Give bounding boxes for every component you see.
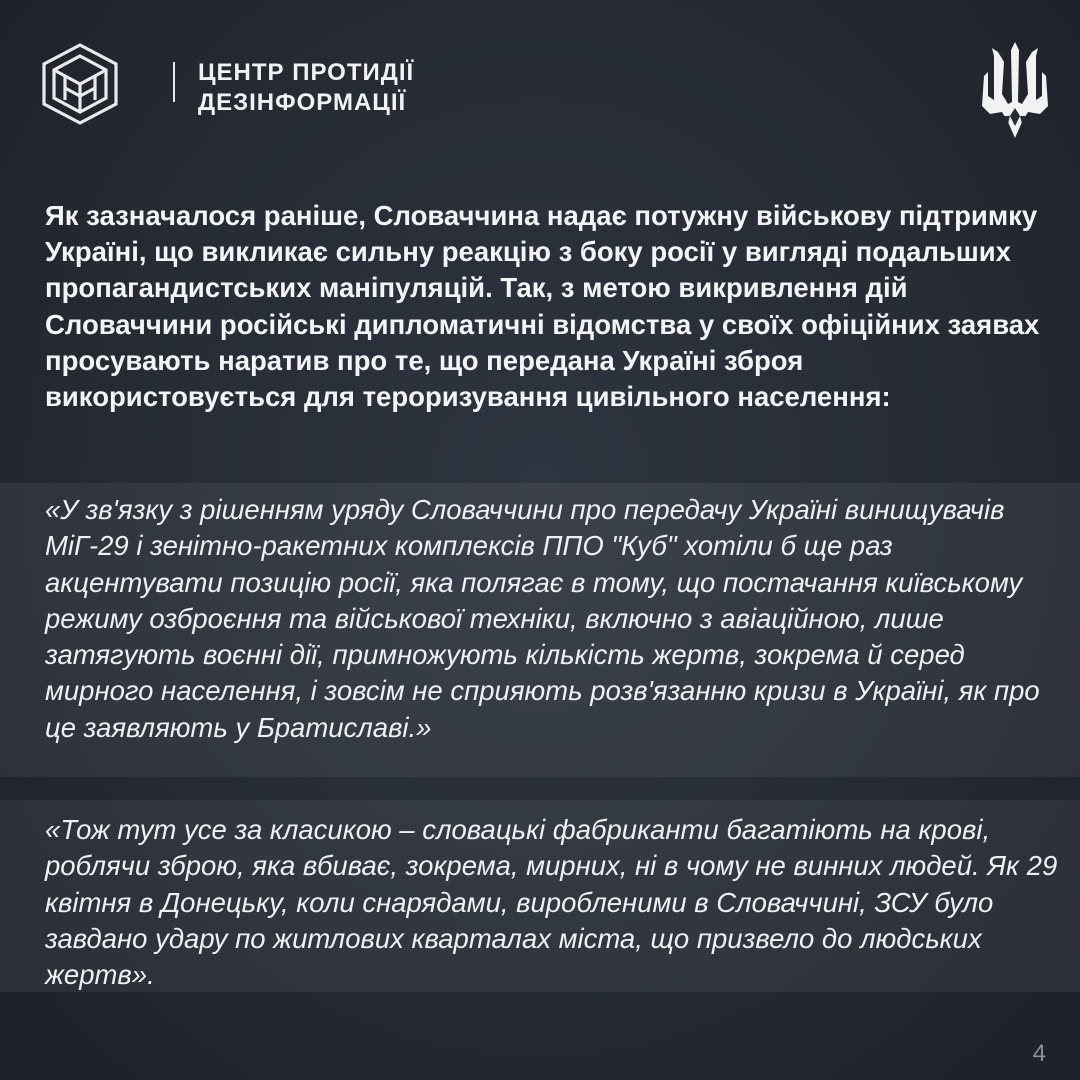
quote-1: «У зв'язку з рішенням уряду Словаччини про передачу Україні винищувачів МіГ-29 і зенітно-ракетних комплексів ППО "Куб" хотіли б ще раз акцентувати позицію росії, яка полягає в тому, що постачання київському режиму озброєння та військової техніки, включно з авіаційною, лише затягують воєнні дії, примножують кількість жертв, зокрема й серед мирного населення, і зовсім не сприяють розв'язанню кризи в Україні, як про це заявляють у Братиславі.» <box>45 494 1040 743</box>
ukrainian-trident-icon <box>982 42 1048 138</box>
impossible-cube-logo-icon <box>38 42 122 126</box>
org-name-line-2: ДЕЗІНФОРМАЦІЇ <box>198 89 407 116</box>
header <box>38 42 1048 142</box>
organization-name <box>198 58 414 118</box>
org-name-line-1: ЦЕНТР ПРОТИДІЇ <box>198 59 415 86</box>
header-divider <box>173 62 175 102</box>
page-number: 4 <box>1032 1040 1046 1067</box>
quote-2: «Тож тут усе за класикою – словацькі фабриканти багатіють на крові, роблячи зброю, яка вбиває, зокрема, мирних, ні в чому не винних людей. Як 29 квітня в Донецьку, коли снарядами, виробленими в Словаччині, ЗСУ було завдано удару по житлових кварталах міста, що призвело до людських жертв». <box>45 814 1058 991</box>
intro-paragraph: Як зазначалося раніше, Словаччина надає потужну військову підтримку Україні, що викликає сильну реакцію з боку росії у вигляді подальших пропагандистських маніпуляцій. Так, з метою викривлення дій Словаччини російські дипломатичні відомства у своїх офіційних заявах просувають наратив про те, що передана Україні зброя використовується для тероризування цивільного населення: <box>45 200 1040 413</box>
